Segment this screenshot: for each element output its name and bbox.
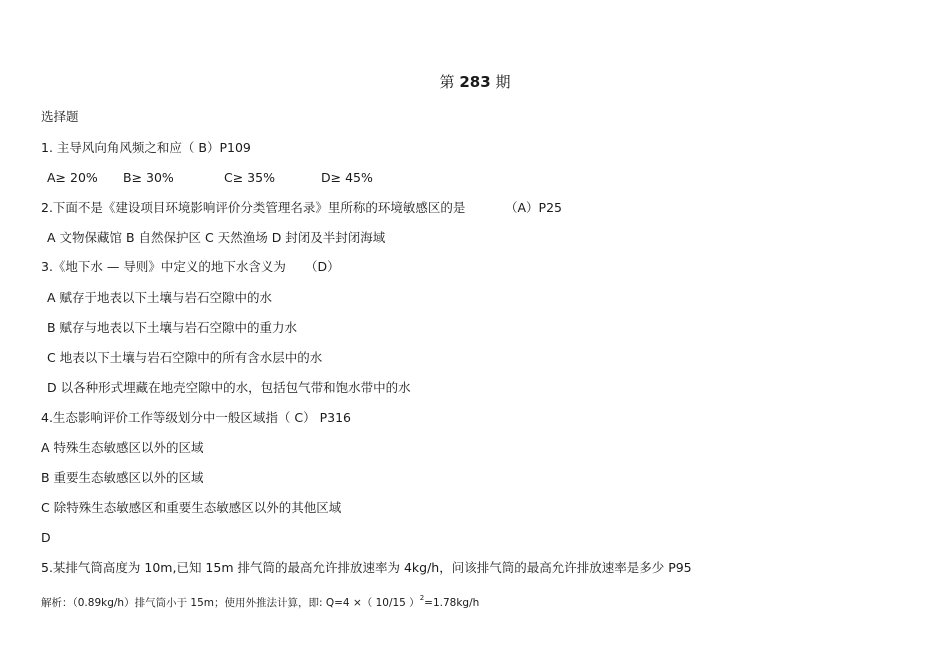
- question-3-option-b: B 赋存与地表以下土壤与岩石空隙中的重力水: [47, 320, 298, 335]
- explanation-result: =1.78kg/h: [424, 597, 480, 609]
- question-1-option-c: C≥ 35%: [224, 170, 275, 185]
- explanation-line: [41, 590, 479, 611]
- question-1-stem: 1. 主导风向角风频之和应（ B）P109: [41, 140, 251, 155]
- question-4-option-d: D: [41, 530, 51, 545]
- question-4-stem: 4.生态影响评价工作等级划分中一般区域指（ C） P316: [41, 410, 351, 425]
- question-3-answer: （D）: [305, 259, 340, 274]
- section-label: 选择题: [41, 109, 79, 124]
- question-3-option-d: D 以各种形式埋藏在地壳空隙中的水，包括包气带和饱水带中的水: [47, 380, 411, 395]
- question-2-answer: （A）P25: [505, 200, 562, 215]
- title-prefix: 第: [439, 73, 455, 91]
- question-1-option-a: A≥ 20%: [47, 170, 98, 185]
- question-5-stem: 5.某排气筒高度为 10m,已知 15m 排气筒的最高允许排放速率为 4kg/h，问该排气筒的最高允许排放速率是多少 P95: [41, 560, 692, 575]
- question-4-option-b: B 重要生态敏感区以外的区域: [41, 470, 204, 485]
- question-3-option-c: C 地表以下土壤与岩石空隙中的所有含水层中的水: [47, 350, 323, 365]
- question-4-option-c: C 除特殊生态敏感区和重要生态敏感区以外的其他区域: [41, 500, 342, 515]
- question-1-option-d: D≥ 45%: [321, 170, 373, 185]
- question-1-option-b: B≥ 30%: [123, 170, 174, 185]
- title-suffix: 期: [495, 73, 511, 91]
- explanation-text: 解析：（0.89kg/h）排气筒小于 15m；使用外推法计算，即: Q=4 ×（ 10/15 ）: [41, 597, 420, 609]
- question-2-options: A 文物保藏馆 B 自然保护区 C 天然渔场 D 封闭及半封闭海域: [47, 230, 386, 245]
- page-title: [0, 74, 950, 90]
- issue-number: 283: [459, 73, 491, 91]
- explanation-exponent: 2: [419, 594, 425, 602]
- question-3-option-a: A 赋存于地表以下土壤与岩石空隙中的水: [47, 290, 273, 305]
- question-4-option-a: A 特殊生态敏感区以外的区域: [41, 440, 204, 455]
- question-2-stem: 2.下面不是《建设项目环境影响评价分类管理名录》里所称的环境敏感区的是: [41, 200, 466, 215]
- question-3-stem: 3.《地下水 — 导则》中定义的地下水含义为: [41, 259, 286, 274]
